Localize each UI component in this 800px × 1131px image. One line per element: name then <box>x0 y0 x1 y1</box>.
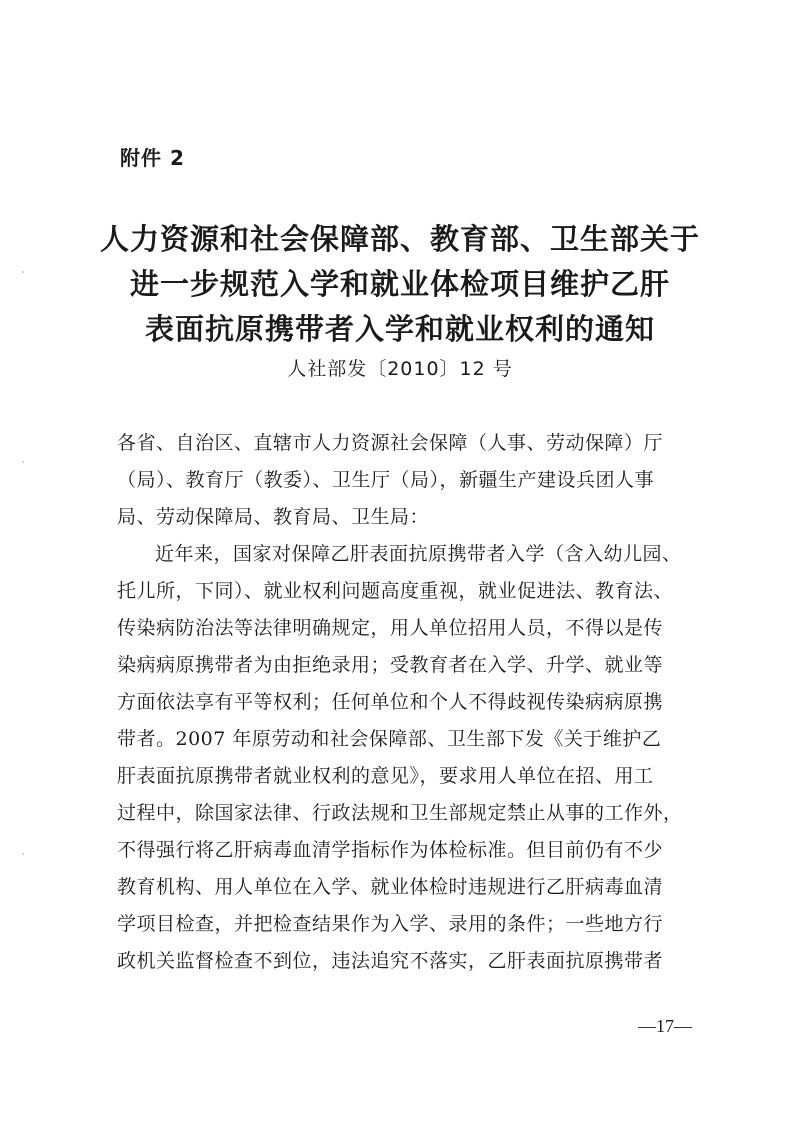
document-number: 人社部发〔2010〕12 号 <box>287 358 513 380</box>
body-line: 各省、自治区、直辖市人力资源社会保障（人事、劳动保障）厅 <box>117 432 664 454</box>
body-line: 局、劳动保障局、教育局、卫生局： <box>117 506 430 528</box>
margin-dot: · <box>22 850 25 859</box>
margin-dot: · <box>22 458 25 467</box>
attachment-label: 附件 2 <box>120 146 185 170</box>
body-line: 方面依法享有平等权利；任何单位和个人不得歧视传染病病原携 <box>117 691 664 713</box>
body-line: 教育机构、用人单位在入学、就业体检时违规进行乙肝病毒血清 <box>117 876 664 898</box>
body-line: 学项目检查，并把检查结果作为入学、录用的条件；一些地方行 <box>117 913 664 935</box>
body-line: 托儿所，下同）、就业权利问题高度重视，就业促进法、教育法、 <box>117 580 674 602</box>
title-line-2: 进一步规范入学和就业体检项目维护乙肝 <box>129 267 670 301</box>
title-line-3: 表面抗原携带者入学和就业权利的通知 <box>144 312 655 346</box>
body-line: 带者。2007 年原劳动和社会保障部、卫生部下发《关于维护乙 <box>117 728 662 750</box>
body-line: 不得强行将乙肝病毒血清学指标作为体检标准。但目前仍有不少 <box>117 839 664 861</box>
body-line: 近年来，国家对保障乙肝表面抗原携带者入学（含入幼儿园、 <box>155 543 682 565</box>
title-line-1: 人力资源和社会保障部、教育部、卫生部关于 <box>99 222 700 256</box>
body-line: 过程中，除国家法律、行政法规和卫生部规定禁止从事的工作外， <box>117 802 683 824</box>
body-line: 肝表面抗原携带者就业权利的意见》，要求用人单位在招、用工 <box>117 765 654 787</box>
body-line: （局）、教育厅（教委）、卫生厅（局），新疆生产建设兵团人事 <box>117 469 655 491</box>
margin-dot: · <box>22 268 25 277</box>
body-line: 政机关监督检查不到位，违法追究不落实，乙肝表面抗原携带者 <box>117 950 664 972</box>
body-line: 传染病防治法等法律明确规定，用人单位招用人员，不得以是传 <box>117 617 664 639</box>
body-line: 染病病原携带者为由拒绝录用；受教育者在入学、升学、就业等 <box>117 654 664 676</box>
page-number: —17— <box>638 1016 692 1036</box>
